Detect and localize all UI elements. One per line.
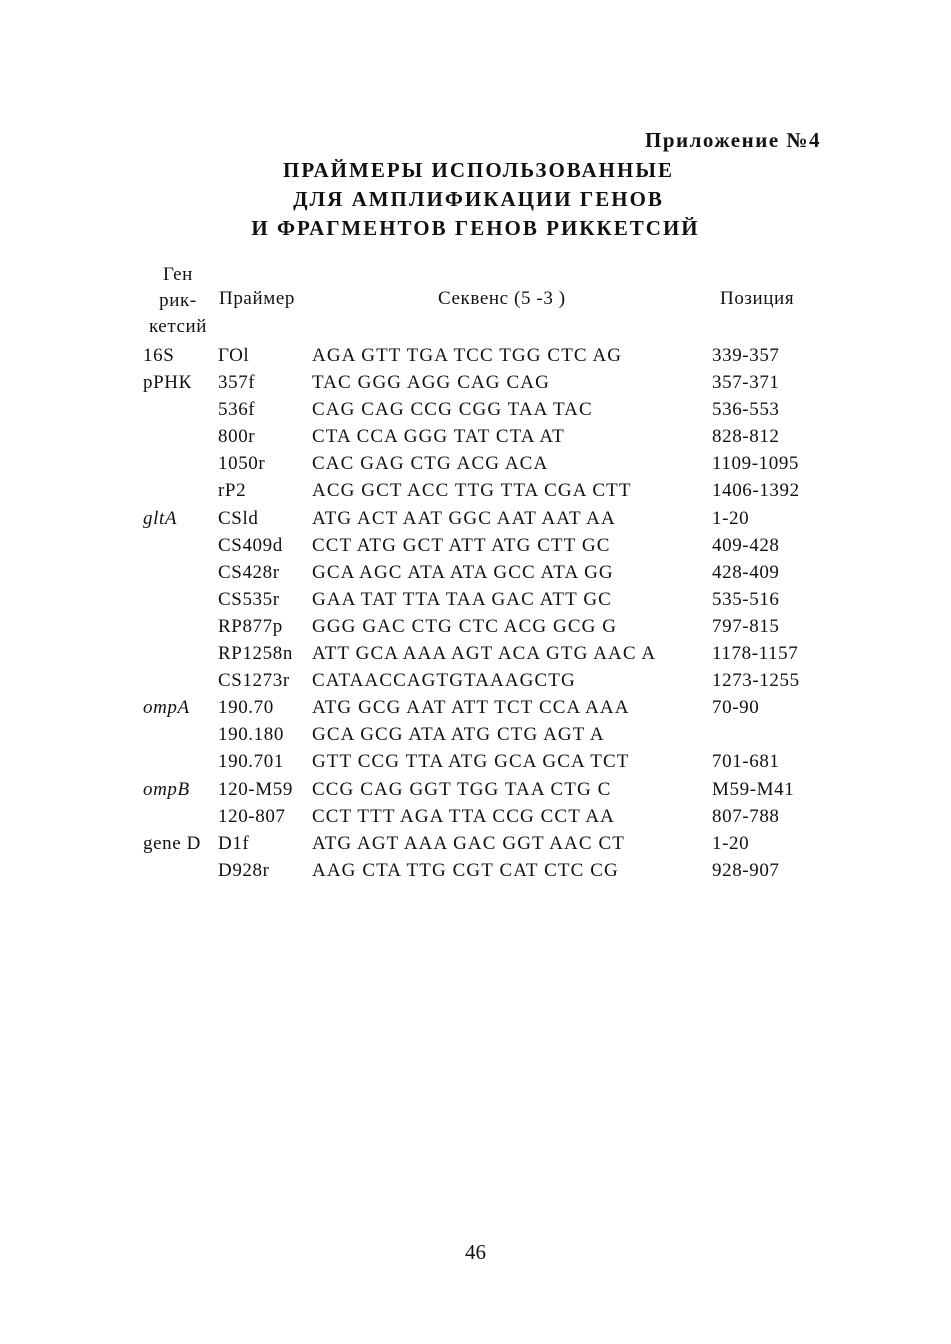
table-row [0,586,951,613]
primer-cell: 357f [218,372,256,394]
position-cell: 535-516 [712,588,780,610]
table-row [0,450,951,477]
primer-cell: D1f [218,832,250,854]
position-cell: 1273-1255 [712,670,800,692]
primer-cell: D928r [218,859,270,881]
table-row [0,776,951,803]
sequence-cell: GCA GCG ATA ATG CTG AGT A [312,724,605,746]
primer-cell: CS535r [218,588,280,610]
table-row [0,667,951,694]
title-line-1: ПРАЙМЕРЫ ИСПОЛЬЗОВАННЫЕ [283,158,674,182]
position-cell: 428-409 [712,561,780,583]
primer-cell: CS428r [218,561,280,583]
header-gene-line-1: Ген [163,264,193,285]
table-row [0,423,951,450]
primer-cell: RP1258n [218,643,293,665]
primer-cell: rP2 [218,480,247,502]
header-position: Позиция [720,288,795,309]
sequence-cell: ATG AGT AAA GAC GGT AAC CT [312,832,625,854]
table-row [0,830,951,857]
sequence-cell: GCA AGC ATA ATA GCC ATA GG [312,561,614,583]
header-primer: Праймер [219,288,295,309]
gene-cell: рРНК [143,372,192,394]
position-cell: 1178-1157 [712,643,799,665]
position-cell: 797-815 [712,615,780,637]
gene-cell: ompB [143,778,190,800]
table-row [0,857,951,884]
primer-cell: CS409d [218,534,283,556]
sequence-cell: CAG CAG CCG CGG TAA TAC [312,399,593,421]
sequence-cell: ATG ACT AAT GGC AAT AAT AA [312,507,616,529]
position-cell: 339-357 [712,345,780,366]
primer-cell: 1050r [218,453,266,475]
position-cell: 1109-1095 [712,453,800,475]
primer-cell: 190.180 [218,724,284,746]
table-row [0,694,951,721]
appendix-label: Приложение №4 [644,128,821,152]
primer-cell: CS1273r [218,670,290,692]
header-gene [138,262,218,340]
primer-cell: 190.701 [218,751,284,773]
primer-cell: CSld [218,507,259,529]
primer-cell: 536f [218,399,256,421]
sequence-cell: CCT ATG GCT ATT ATG CTT GC [312,534,611,556]
position-cell: 1-20 [712,832,750,854]
gene-cell: 16S [143,345,175,366]
table-row [0,505,951,532]
table-row [0,721,951,748]
sequence-cell: ATT GCA AAA AGT ACA GTG AAC A [312,643,657,665]
table-row [0,369,951,396]
header-gene-line-2: рик- [159,290,197,311]
page-number: 46 [465,1240,486,1264]
position-cell: 409-428 [712,534,780,556]
primer-cell: ГОl [218,345,250,366]
primer-cell: 120-M59 [218,778,293,800]
position-cell: 928-907 [712,859,780,881]
table-row [0,342,951,369]
sequence-cell: TAC GGG AGG CAG CAG [312,372,550,394]
title-line-3: И ФРАГМЕНТОВ ГЕНОВ РИККЕТСИЙ [251,216,700,240]
header-gene-line-3: кетсий [148,316,208,337]
gene-cell: gene D [143,832,201,854]
sequence-cell: GAA TAT TTA TAA GAC ATT GC [312,588,612,610]
sequence-cell: CTA CCA GGG TAT CTA AT [312,426,565,448]
table-row [0,803,951,830]
table-body [0,342,951,884]
table-row [0,640,951,667]
table-row [0,559,951,586]
position-cell: 828-812 [712,426,780,448]
table-row [0,532,951,559]
sequence-cell: CCT TTT AGA TTA CCG CCT AA [312,805,615,827]
sequence-cell: AGA GTT TGA TCC TGG CTC AG [312,345,623,366]
sequence-cell: AAG CTA TTG CGT CAT CTC CG [312,859,619,881]
sequence-cell: ATG GCG AAT ATT TCT CCA AAA [312,697,630,719]
position-cell: 70-90 [712,697,760,719]
sequence-cell: CAC GAG CTG ACG ACA [312,453,549,475]
position-cell: 357-371 [712,372,780,394]
primer-cell: 800r [218,426,256,448]
primer-cell: 190.70 [218,697,274,719]
primer-cell: RP877p [218,615,283,637]
gene-cell: gltA [143,507,178,529]
table-row [0,748,951,775]
position-cell: 536-553 [712,399,780,421]
sequence-cell: CATAACCAGTGTAAAGCTG [312,670,576,692]
header-sequence: Секвенс (5 -3 ) [438,288,566,309]
title-line-2: ДЛЯ АМПЛИФИКАЦИИ ГЕНОВ [293,187,664,211]
table-row [0,477,951,504]
primer-cell: 120-807 [218,805,286,827]
table-row [0,396,951,423]
sequence-cell: CCG CAG GGT TGG TAA CTG C [312,778,612,800]
table-row [0,613,951,640]
sequence-cell: GGG GAC CTG CTC ACG GCG G [312,615,618,637]
position-cell: M59-M41 [712,778,795,800]
position-cell: 701-681 [712,751,780,773]
position-cell: 1-20 [712,507,750,529]
sequence-cell: ACG GCT ACC TTG TTA CGA CTT [312,480,632,502]
document-title [0,156,951,243]
sequence-cell: GTT CCG TTA ATG GCA GCA TCT [312,751,630,773]
position-cell: 1406-1392 [712,480,800,502]
gene-cell: ompA [143,697,190,719]
position-cell: 807-788 [712,805,780,827]
